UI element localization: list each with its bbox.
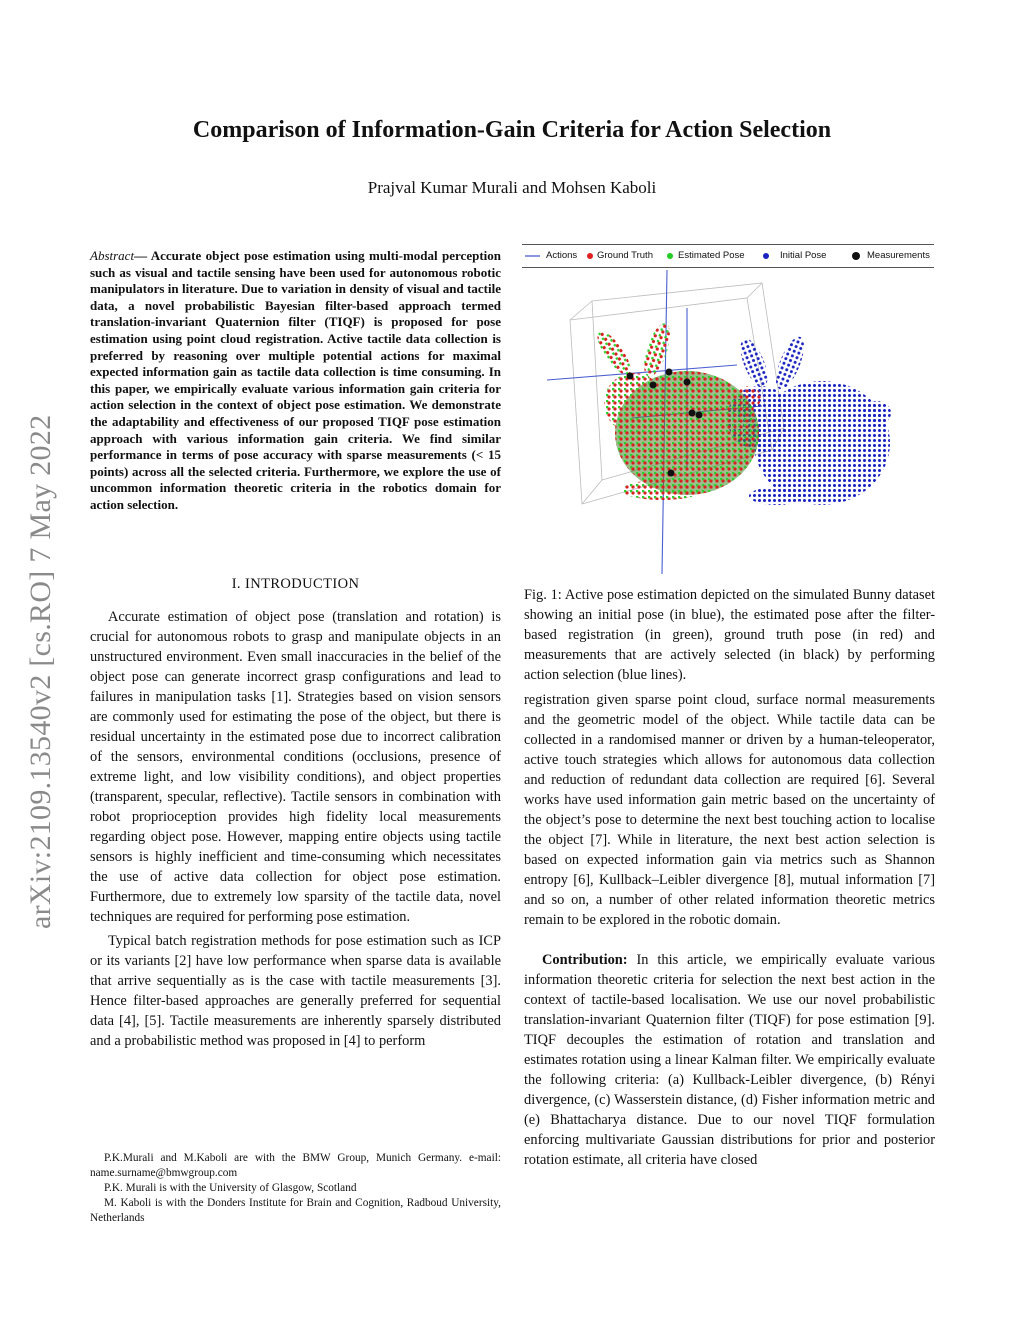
abstract	[90, 248, 501, 514]
right-column-body	[524, 690, 935, 1170]
paper-authors: Prajval Kumar Murali and Mohsen Kaboli	[367, 178, 657, 197]
intro-paragraph-2: Typical batch registration methods for pose estimation such as ICP or its variants [2] have low performance when sparse data is available that arrive sequentially as is the case with tactile measurements [3]. Hence filter-based approaches are generally preferred for sequential data [4], [5]. Tactile measurements are inherently sparsely distributed and a probabilistic method was proposed in [4] to perform	[90, 933, 501, 1049]
arxiv-identifier: arXiv:2109.13540v2 [cs.RO] 7 May 2022	[24, 414, 57, 929]
footnotes	[90, 1151, 501, 1226]
figure-caption: Fig. 1: Active pose estimation depicted on the simulated Bunny dataset showing an initial pose (in blue), the estimated pose after the filter-based registration (in green), ground truth pose (in red) and measurements that are actively selected (in black) by performing action selection (blue lines).	[524, 587, 935, 683]
contribution-paragraph	[524, 950, 935, 1170]
abstract-text: Accurate object pose estimation using multi-modal perception such as visual and tactile sensing have been used for autonomous robotic manipulators in literature. Due to variation in density of visual and tactile data, a novel probabilistic Bayesian filter-based approach termed translation-invariant Quaternion filter (TIQF) is proposed for pose estimation using point cloud registration. Active tactile data collection is preferred by reasoning over multiple potential actions for maximal expected information gain as tactile data collection is time consuming. In this paper, we empirically evaluate various information gain criteria for action selection in the context of object pose estimation. We demonstrate the adaptability and effectiveness of our proposed TIQF pose estimation approach with various information gain criteria. We find similar performance in terms of pose accuracy with sparse measurements (< 15 points) across all the selected criteria. Furthermore, we explore the use of uncommon information theoretic criteria in the robotics domain for action selection.	[90, 248, 501, 512]
intro-paragraph-1: Accurate estimation of object pose (translation and rotation) is crucial for autonomous robots to grasp and manipulate objects in an unstructured environment. Even small inaccuracies in the belief of the object pose can generate incorrect grasp configurations and lead to failures in manipulation tasks [1]. Strategies based on vision sensors are commonly used for estimating the pose of the object, but there is residual uncertainty in the estimated pose due to incorrect calibration of the sensors, environmental conditions (occlusions, presence of extreme light, and low visibility conditions), and object properties (transparent, specular, reflective). Tactile sensors in combination with robot proprioception provides high fidelity local measurements regarding object pose. However, mapping entire objects using tactile sensors is highly inefficient and time-consuming which necessitates the use of active data collection for object pose estimation. Furthermore, due to extremely low sparsity of the tactile data, novel techniques are required for performing pose estimation.	[90, 609, 501, 925]
contribution-text: In this article, we empirically evaluate various information theoretic criteria for selection the next best action in the context of tactile-based localisation. We use our novel probabilistic translation-invariant Quaternion filter (TIQF) for pose estimation [9]. TIQF decouples the estimation of rotation and translation and estimates rotation using a linear Kalman filter. We empirically evaluate the following criteria: (a) Kullback-Leibler divergence, (b) Rényi divergence, (c) Wasserstein distance, (d) Fisher information metric and (e) Bhattacharya distance. Due to our novel TIQF formulation enforcing multivariate Gaussian distributions for prior and posterior rotation estimate, all criteria have closed	[524, 952, 935, 1168]
footnote-affiliation-3: M. Kaboli is with the Donders Institute for Brain and Cognition, Radboud University, Netherlands	[90, 1197, 501, 1224]
introduction-body	[90, 607, 501, 1051]
footnote-affiliation-1: P.K.Murali and M.Kaboli are with the BMW Group, Munich Germany. e-mail: name.surname@bmwgroup.com	[90, 1152, 501, 1179]
paper-title: Comparison of Information-Gain Criteria for Action Selection	[192, 117, 832, 143]
legend-measurements-dot	[852, 252, 860, 260]
legend-measurements-label: Measurements	[867, 250, 930, 261]
contribution-label: Contribution:	[542, 952, 628, 968]
bunny-pose-figure	[522, 268, 934, 578]
legend-estimated-pose-label: Estimated Pose	[678, 250, 745, 261]
legend-actions-label: Actions	[546, 250, 578, 261]
estimated-pose-bunny	[592, 320, 761, 500]
abstract-label: Abstract	[90, 248, 135, 263]
right-paragraph-1: registration given sparse point cloud, surface normal measurements and the geometric model of the object. While tactile data can be collected in a randomised manner or driven by a human-teleoperator, active touch strategies which allows for autonomous data collection and reduction of redundant data collection are required [6]. Several works have used information gain metric based on the uncertainty of the object’s pose to determine the next best touching action to localise the object [7]. While in literature, the next best action selection is based on expected information gain via metrics such as Shannon entropy [6], Kullback–Leibler divergence [8], mutual information [7] and so on, a number of other related information theoretic metrics remain to be explored in the robotic domain.	[524, 692, 935, 928]
footnote-affiliation-2: P.K. Murali is with the University of Glasgow, Scotland	[104, 1182, 357, 1194]
legend-ground-truth-label: Ground Truth	[597, 250, 653, 261]
legend-estimated-pose-dot	[667, 253, 673, 259]
abstract-dash: —	[134, 248, 151, 263]
legend-ground-truth-dot	[587, 253, 593, 259]
section-heading-introduction: I. INTRODUCTION	[231, 576, 360, 592]
legend-initial-pose-dot	[763, 253, 769, 259]
legend-initial-pose-label: Initial Pose	[780, 250, 827, 261]
figure-legend	[522, 244, 934, 268]
